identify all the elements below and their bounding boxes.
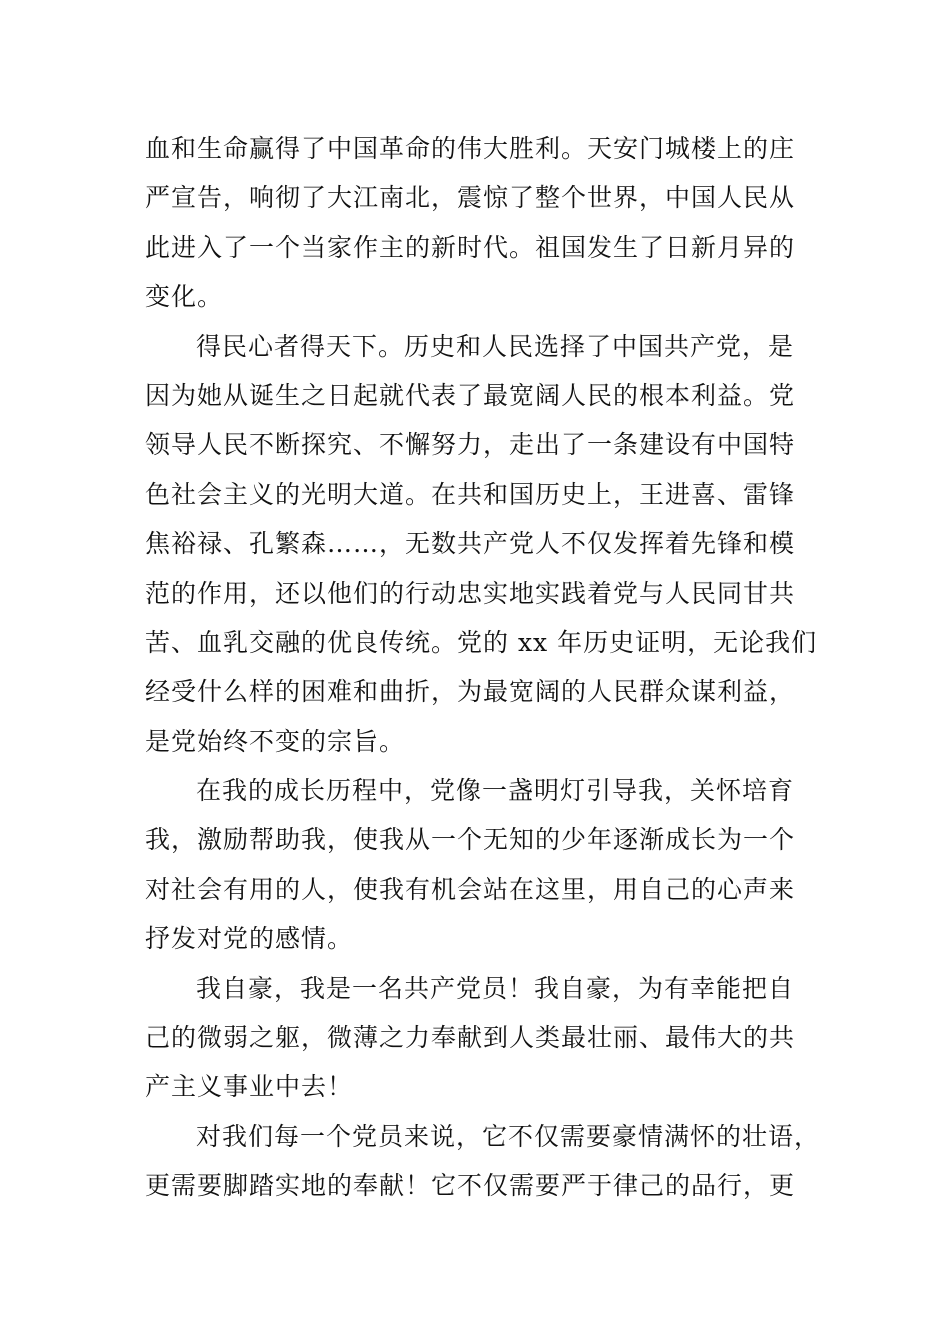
paragraph-first-line: 对我们每一个党员来说，它不仅需要豪情满怀的壮语， bbox=[196, 1121, 821, 1151]
paragraph-first-line: 得民心者得天下。历史和人民选择了中国共产党，是 bbox=[196, 331, 795, 361]
text-line: 色社会主义的光明大道。在共和国历史上，王进喜、雷锋 bbox=[145, 479, 796, 509]
text-line: 范的作用，还以他们的行动忠实地实践着党与人民同甘共 bbox=[145, 578, 796, 608]
text-line: 苦、血乳交融的优良传统。党的 xx 年历史证明，无论我们 bbox=[145, 627, 818, 657]
text-line: 严宣告，响彻了大江南北，震惊了整个世界，中国人民从 bbox=[145, 183, 796, 213]
text-line: 血和生命赢得了中国革命的伟大胜利。天安门城楼上的庄 bbox=[145, 134, 796, 163]
text-line: 产主义事业中去！ bbox=[145, 1072, 354, 1102]
text-line: 变化。 bbox=[145, 282, 224, 312]
text-line: 焦裕禄、孔繁森……，无数共产党人不仅发挥着先锋和模 bbox=[145, 529, 796, 559]
text-line: 因为她从诞生之日起就代表了最宽阔人民的根本利益。党 bbox=[145, 380, 796, 410]
text-line: 是党始终不变的宗旨。 bbox=[145, 726, 406, 756]
text-line: 更需要脚踏实地的奉献！它不仅需要严于律己的品行，更 bbox=[145, 1171, 796, 1201]
text-line: 经受什么样的困难和曲折，为最宽阔的人民群众谋利益， bbox=[145, 677, 796, 707]
paragraph-first-line: 在我的成长历程中，党像一盏明灯引导我，关怀培育 bbox=[196, 776, 795, 806]
text-line: 领导人民不断探究、不懈努力，走出了一条建设有中国特 bbox=[145, 430, 796, 460]
text-line: 己的微弱之躯，微薄之力奉献到人类最壮丽、最伟大的共 bbox=[145, 1023, 796, 1053]
paragraph-first-line: 我自豪，我是一名共产党员！我自豪，为有幸能把自 bbox=[196, 973, 795, 1003]
body-text bbox=[145, 124, 825, 1211]
text-line: 对社会有用的人，使我有机会站在这里，用自己的心声来 bbox=[145, 874, 796, 904]
text-line: 此进入了一个当家作主的新时代。祖国发生了日新月异的 bbox=[145, 232, 796, 262]
text-line: 抒发对党的感情。 bbox=[145, 924, 354, 954]
text-line: 我，激励帮助我，使我从一个无知的少年逐渐成长为一个 bbox=[145, 825, 796, 855]
